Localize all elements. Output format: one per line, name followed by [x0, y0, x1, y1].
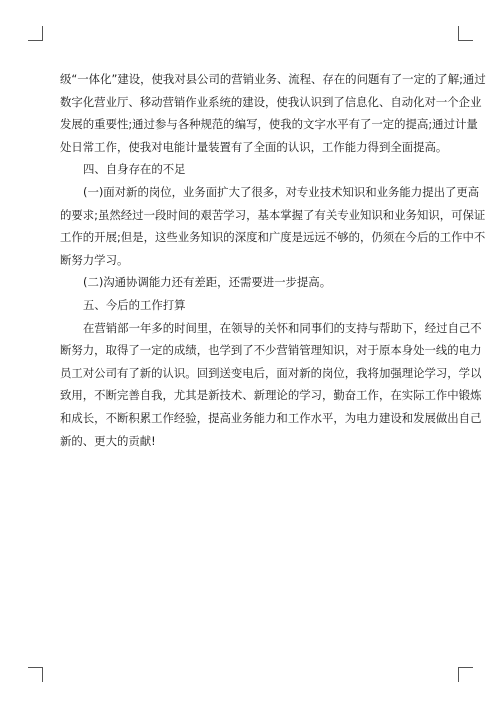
crop-mark-top-left — [28, 26, 43, 41]
paragraph-line: 发展的重要性;通过参与各种规范的编写，使我的文字水平有了一定的提高;通过计量 — [60, 117, 478, 132]
paragraph-line: 数字化营业厅、移动营销作业系统的建设，使我认识到了信息化、自动化对一个企业 — [60, 94, 482, 109]
section-heading-4: 四、自身存在的不足 — [83, 162, 186, 177]
paragraph-line: 和成长，不断积累工作经验，提高业务能力和工作水平，为电力建设和发展做出自己 — [60, 410, 482, 425]
paragraph-line: 在营销部一年多的时间里，在领导的关怀和同事们的支持与帮助下，经过自己不 — [83, 320, 482, 335]
section-heading-5: 五、今后的工作打算 — [83, 297, 186, 312]
document-body — [60, 68, 486, 452]
paragraph-line: 断努力，取得了一定的成绩，也学到了不少营销管理知识，对于原本身处一线的电力 — [60, 343, 482, 358]
crop-mark-bottom-right — [458, 667, 473, 682]
crop-mark-top-right — [458, 26, 473, 41]
paragraph-line: (二)沟通协调能力还有差距，还需要进一步提高。 — [83, 275, 332, 290]
paragraph-line: 处日常工作，使我对电能计量装置有了全面的认识，工作能力得到全面提高。 — [60, 139, 448, 154]
paragraph-line: (一)面对新的岗位，业务面扩大了很多，对专业技术知识和业务能力提出了更高 — [83, 184, 480, 199]
paragraph-line: 致用，不断完善自我，尤其是新技术、新理论的学习，勤奋工作，在实际工作中锻炼 — [60, 388, 482, 403]
paragraph-line: 新的、更大的贡献! — [60, 433, 156, 448]
paragraph-line: 断努力学习。 — [60, 252, 129, 267]
paragraph-line: 员工对公司有了新的认识。回到送变电后，面对新的岗位，我将加强理论学习，学以 — [60, 365, 482, 380]
paragraph-line: 的要求;虽然经过一段时间的艰苦学习，基本掌握了有关专业知识和业务知识，可保证 — [60, 207, 486, 222]
paragraph-line: 工作的开展;但是，这些业务知识的深度和广度是远远不够的，仍须在今后的工作中不 — [60, 230, 486, 245]
crop-mark-bottom-left — [28, 667, 43, 682]
paragraph-line: 级“一体化”建设，使我对县公司的营销业务、流程、存在的问题有了一定的了解;通过 — [60, 72, 486, 86]
